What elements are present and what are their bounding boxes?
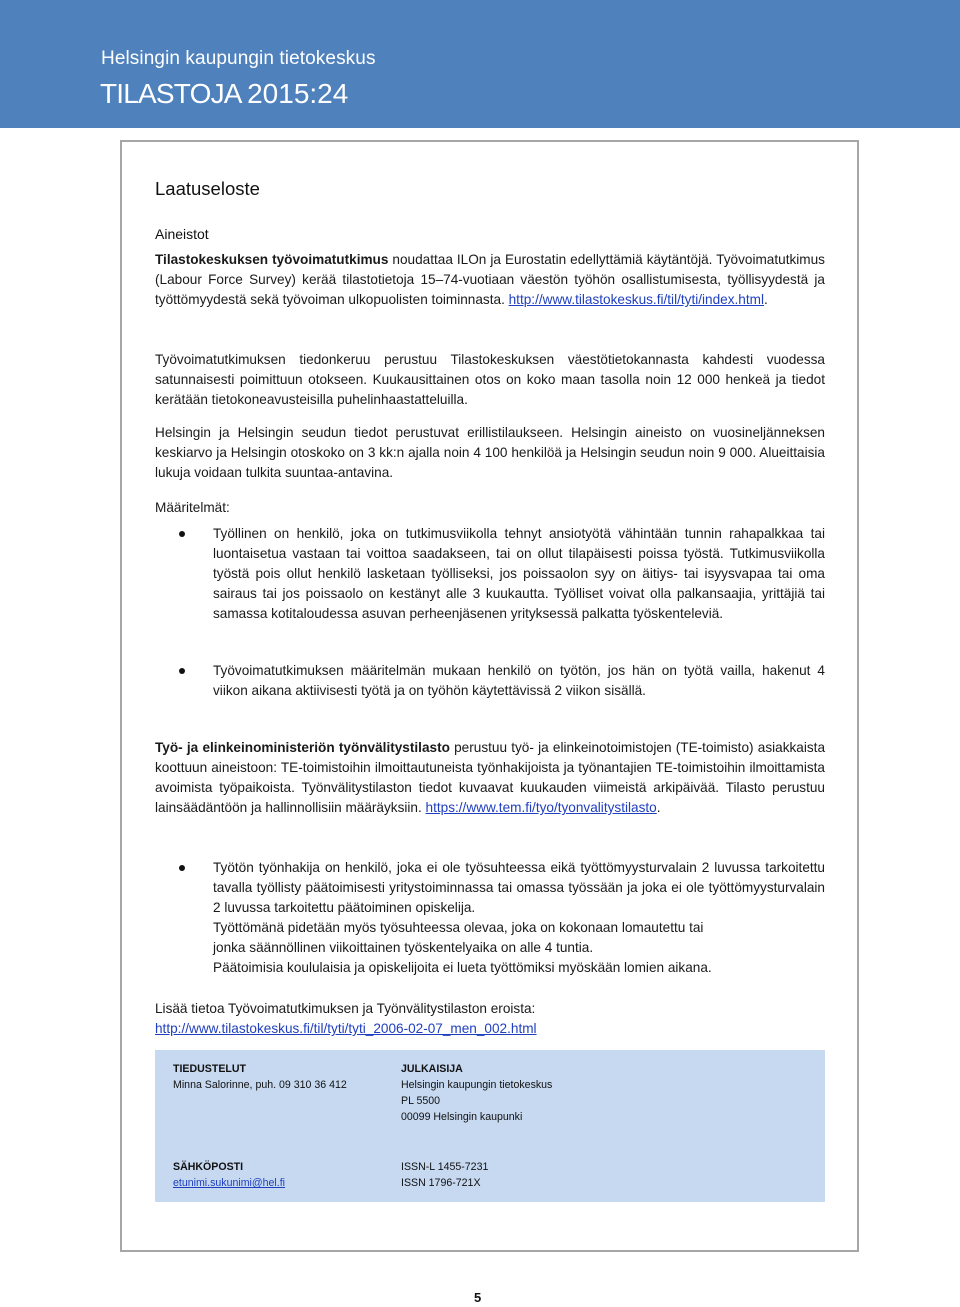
publisher-label: JULKAISIJA	[401, 1063, 463, 1075]
lfs-link[interactable]: http://www.tilastokeskus.fi/til/tyti/index.html	[508, 292, 764, 307]
page-number: 5	[474, 1290, 482, 1305]
bullet-icon	[179, 668, 185, 674]
paragraph-helsinki: Helsingin ja Helsingin seudun tiedot perustuvat erillistilaukseen. Helsingin aineisto on vuosineljänneksen keskiarvo ja Helsingin otoskoko on 3 kk:n ajalla noin 4 100 henkilöä ja Helsingin seudun noin 9 000. Alueittaisia lukuja voidaan tulkita suuntaa-antavina.	[155, 425, 825, 480]
service-stat-link[interactable]: https://www.tem.fi/tyo/tyonvalitystilasto	[425, 800, 657, 815]
service-stat-name: Työ- ja elinkeinoministeriön työnvälitystilasto	[155, 740, 450, 755]
sources-heading: Aineistot	[155, 226, 209, 242]
email-link[interactable]: etunimi.sukunimi@hel.fi	[173, 1177, 286, 1189]
paragraph-lfs: Tilastokeskuksen työvoimatutkimus noudattaa ILOn ja Eurostatin edellyttämiä käytäntöjä. Työvoimatutkimus (Labour Force Survey) kerää tilastotietoja 15–74-vuotiaan väestön työhön osallistumisesta, työllisyydestä ja työttömyydestä sekä työvoiman ulkopuolisten toiminnasta. http://www.tilastokeskus.fi/til/tyti/index.html.	[155, 252, 825, 307]
paragraph-employment-service: Työ- ja elinkeinoministeriön työnvälitystilasto perustuu työ- ja elinkeinotoimistojen (TE-toimisto) asiakkaista koottuun aineistoon: TE-toimistoihin ilmoittautuneista työnhakijoista ja työnantajien TE-toimistoihin ilmoittamista avoimista työpaikoista. Työnvälitystilaston tiedot kuvaavat kuukauden viimeistä arkipäivää. Tilasto perustuu lainsäädäntöön ja hallinnollisiin määräyksiin. https://www.tem.fi/tyo/tyonvalitystilasto.	[155, 740, 825, 815]
bullet-icon	[179, 865, 185, 871]
organization-name: Helsingin kaupungin tietokeskus	[101, 48, 376, 69]
definition-employed: Työllinen on henkilö, joka on tutkimusviikolla tehnyt ansiotyötä vähintään tunnin rahapalkkaa tai luontaisetua vastaan tai voittoa saadakseen, tai on ollut tilapäisesti poissa työstä. Tutkimusviikolla työstä pois ollut henkilö lasketaan työlliseksi, jos poissaolon syy on äitiys- tai isyysvapaa tai oma sairaus tai jos poissaolo on kestänyt alle 3 kuukautta. Työlliset voivat olla palkansaajia, yrittäjiä tai samassa kotitaloudessa asuvan perheenjäsenen yrityksessä palkatta työskenteleviä.	[213, 526, 825, 621]
more-info	[155, 999, 825, 1039]
page-header	[0, 0, 960, 128]
lfs-text: noudattaa ILOn ja Eurostatin edellyttämiä käytäntöjä. Työvoimatutkimus (Labour Force Survey) kerää tilastotietoja 15–74-vuotiaan väestön työhön osallistumisesta, työllisyydestä ja työttömyydestä sekä työvoiman ulkopuolisten toiminnasta.	[155, 252, 825, 307]
definition-jobseeker: Työtön työnhakija on henkilö, joka ei ole työsuhteessa eikä työttömyysturvalain 2 luvussa tarkoitettu tavalla työllisty päätoimisesti yritystoiminnassa tai omassa työssään ja joka ei ole työttömyysturvalain 2 luvussa tarkoitettu päätoiminen opiskelija. Työttömänä pidetään myös työsuhteessa olevaa, joka on kokonaan lomautettu tai jonka säännöllinen viikoittainen työskentelyaika on alle 4 tuntia. Päätoimisia koululaisia ja opiskelijoita ei lueta työttömiksi myöskään lomien aikana.	[213, 860, 825, 975]
definitions-heading: Määritelmät:	[155, 500, 230, 515]
service-stat-text: perustuu työ- ja elinkeinotoimistojen (TE-toimisto) asiakkaista koottuun aineistoon: TE-toimistoihin ilmoittautuneista työnhakijoista ja työnantajien TE-toimistoihin ilmoittamista avoimista työpaikoista. Työnvälitystilaston tiedot kuvaavat kuukauden viimeistä arkipäivää. Tilasto perustuu lainsäädäntöön ja hallinnollisiin määräyksiin.	[155, 740, 825, 815]
publication-series: TILASTOJA	[100, 78, 241, 109]
more-info-link[interactable]: http://www.tilastokeskus.fi/til/tyti/tyti_2006-02-07_men_002.html	[155, 1021, 537, 1036]
contact-info-box	[155, 1050, 825, 1202]
email-label: SÄHKÖPOSTI	[173, 1161, 244, 1173]
lfs-name: Tilastokeskuksen työvoimatutkimus	[155, 252, 389, 267]
inquiries-block	[173, 1061, 347, 1093]
inquiries-label: TIEDUSTELUT	[173, 1063, 246, 1075]
inquiries-value: Minna Salorinne, puh. 09 310 36 412	[173, 1079, 347, 1091]
paragraph-sampling: Työvoimatutkimuksen tiedonkeruu perustuu Tilastokeskuksen väestötietokannasta kahdesti vuodessa satunnaisesti poimittuun otokseen. Kuukausittainen otos on koko maan tasolla noin 12 000 henkeä ja tiedot kerätään tietokoneavusteisilla puhelinhaastatteluilla.	[155, 352, 825, 407]
more-info-text: Lisää tietoa Työvoimatutkimuksen ja Työnvälitystilaston eroista:	[155, 1001, 536, 1016]
email-block	[173, 1159, 285, 1191]
publisher-block: JULKAISIJA Helsingin kaupungin tietokeskus PL 5500 00099 Helsingin kaupunki	[401, 1063, 553, 1123]
issn-block: ISSN-L 1455-7231 ISSN 1796-721X	[401, 1161, 489, 1189]
page-title: Laatuseloste	[155, 178, 260, 199]
publication-title	[100, 78, 348, 110]
publication-issue: 2015:24	[247, 78, 349, 109]
bullet-icon	[179, 531, 185, 537]
definition-unemployed: Työvoimatutkimuksen määritelmän mukaan henkilö on työtön, jos hän on työtä vailla, hakenut 4 viikon aikana aktiivisesti työtä ja on työhön käytettävissä 2 viikon sisällä.	[213, 663, 825, 698]
